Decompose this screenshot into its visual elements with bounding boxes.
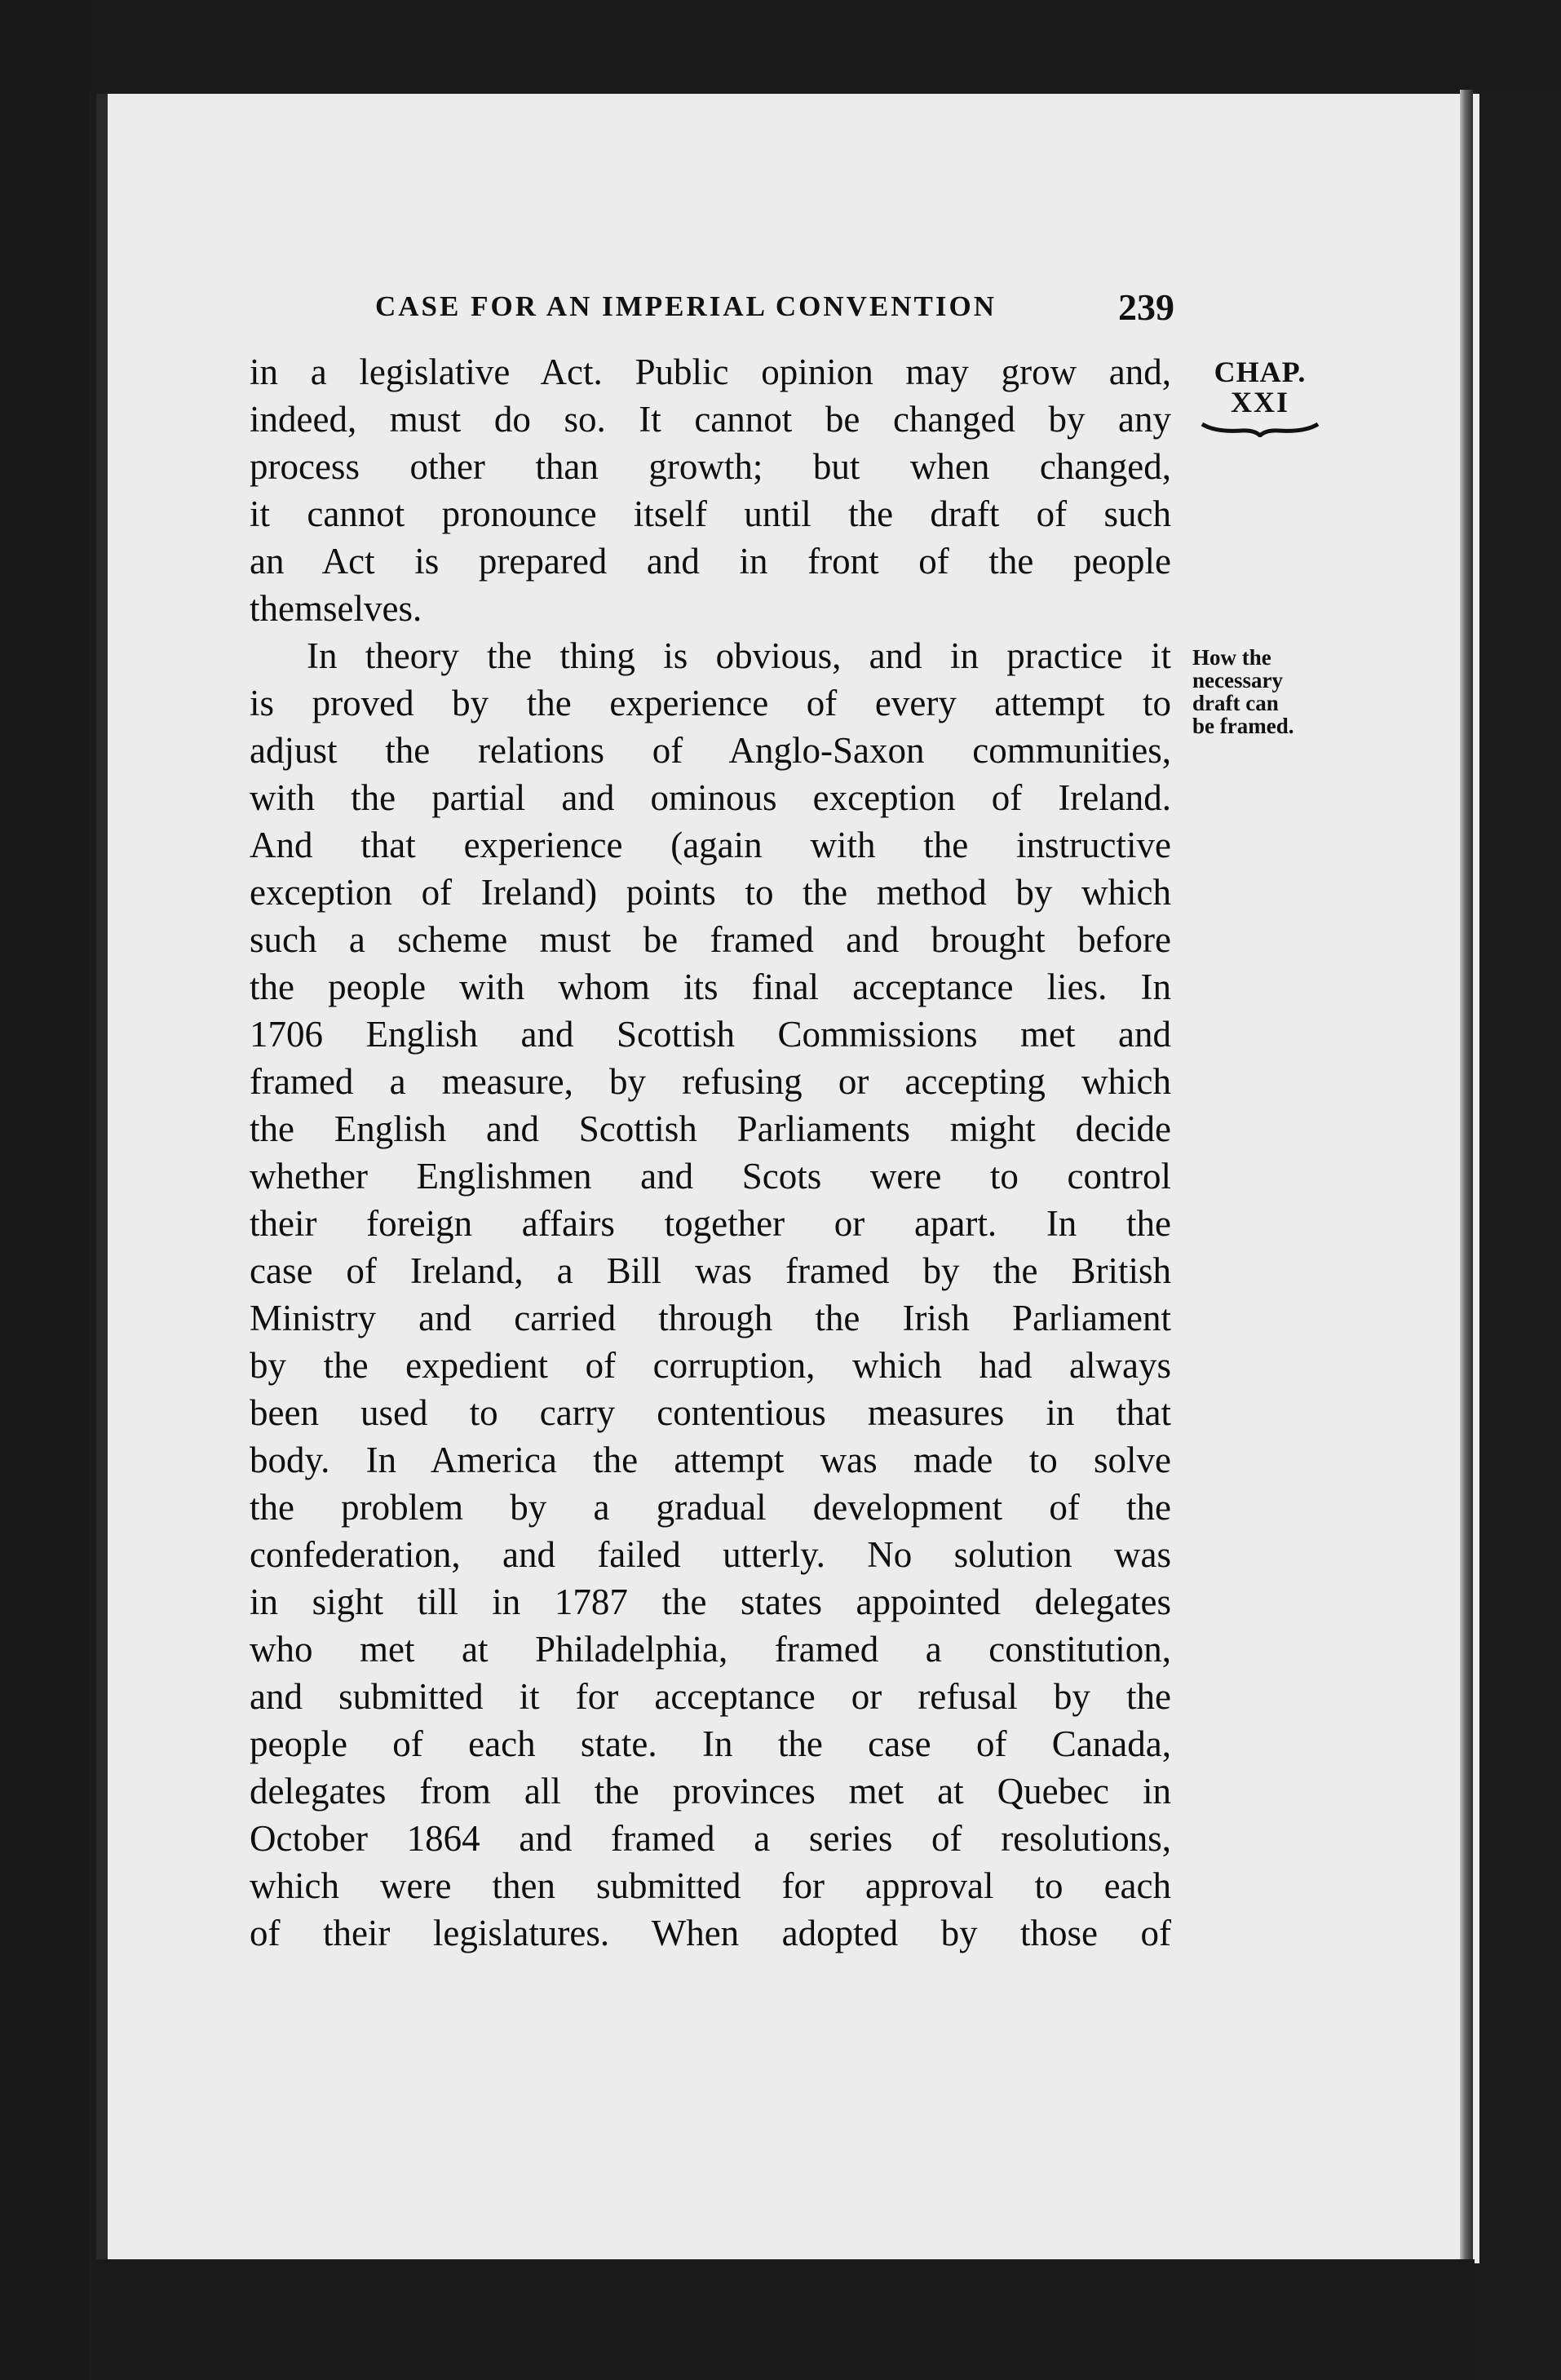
text-line: people of each state. In the case of Canada, (250, 1723, 1171, 1764)
text-line: case of Ireland, a Bill was framed by the British (250, 1250, 1171, 1291)
text-line: in a legislative Act. Public opinion may grow and, (250, 352, 1171, 392)
text-line: delegates from all the provinces met at Quebec in (250, 1771, 1171, 1812)
text-line: it cannot pronounce itself until the draft of such (250, 493, 1171, 534)
text-line: in sight till in 1787 the states appointed delegates (250, 1582, 1171, 1622)
brace-ornament-icon (1199, 419, 1321, 437)
text-line: And that experience (again with the instructive (250, 825, 1171, 865)
text-line: adjust the relations of Anglo-Saxon communities, (250, 730, 1171, 771)
scan-background-bottom (96, 2259, 1475, 2380)
running-head (375, 285, 1174, 326)
text-line: with the partial and ominous exception of Ireland. (250, 777, 1171, 818)
text-line: such a scheme must be framed and brought before (250, 919, 1171, 960)
text-line: by the expedient of corruption, which had always (250, 1345, 1171, 1386)
marginal-note-line: be framed. (1192, 714, 1294, 738)
text-line: In theory the thing is obvious, and in practice it (307, 635, 1171, 676)
text-line: is proved by the experience of every attempt to (250, 683, 1171, 723)
text-line: and submitted it for acceptance or refusal by the (250, 1676, 1171, 1717)
scan-background-top (0, 0, 1561, 90)
body-text (250, 348, 1171, 1957)
marginal-note (1192, 646, 1331, 737)
text-line: the English and Scottish Parliaments might decide (250, 1108, 1171, 1149)
chapter-label: CHAP. (1214, 356, 1307, 388)
text-line: confederation, and failed utterly. No solution was (250, 1534, 1171, 1575)
text-line: the problem by a gradual development of the (250, 1487, 1171, 1528)
text-line: whether Englishmen and Scots were to control (250, 1156, 1171, 1197)
text-line: October 1864 and framed a series of resolutions, (250, 1818, 1171, 1859)
text-line: been used to carry contentious measures in that (250, 1392, 1171, 1433)
chapter-marker (1199, 357, 1321, 437)
text-line: the people with whom its final acceptance lies. In (250, 967, 1171, 1007)
marginal-note-line: How the (1192, 645, 1271, 670)
text-line: their foreign affairs together or apart. In the (250, 1203, 1171, 1244)
text-line: who met at Philadelphia, framed a constitution, (250, 1629, 1171, 1670)
marginal-note-line: draft can (1192, 691, 1279, 715)
text-line: framed a measure, by refusing or accepting which (250, 1061, 1171, 1102)
marginal-note-line: necessary (1192, 668, 1283, 692)
text-line: which were then submitted for approval to each (250, 1865, 1171, 1906)
chapter-number: XXI (1230, 386, 1289, 418)
text-line: indeed, must do so. It cannot be changed by any (250, 399, 1171, 440)
text-line: an Act is prepared and in front of the people (250, 541, 1171, 582)
text-line: themselves. (250, 588, 422, 629)
scan-background-left (0, 0, 90, 2380)
text-line: process other than growth; but when changed, (250, 446, 1171, 487)
page-number: 239 (1118, 286, 1174, 328)
text-line: body. In America the attempt was made to solve (250, 1440, 1171, 1480)
text-line: of their legislatures. When adopted by those of (250, 1913, 1171, 1953)
text-line: 1706 English and Scottish Commissions met and (250, 1014, 1171, 1055)
text-line: Ministry and carried through the Irish Parliament (250, 1298, 1171, 1338)
page-edge-shadow (1460, 90, 1473, 2267)
running-title: CASE FOR AN IMPERIAL CONVENTION (375, 290, 997, 322)
text-line: exception of Ireland) points to the method by which (250, 872, 1171, 913)
